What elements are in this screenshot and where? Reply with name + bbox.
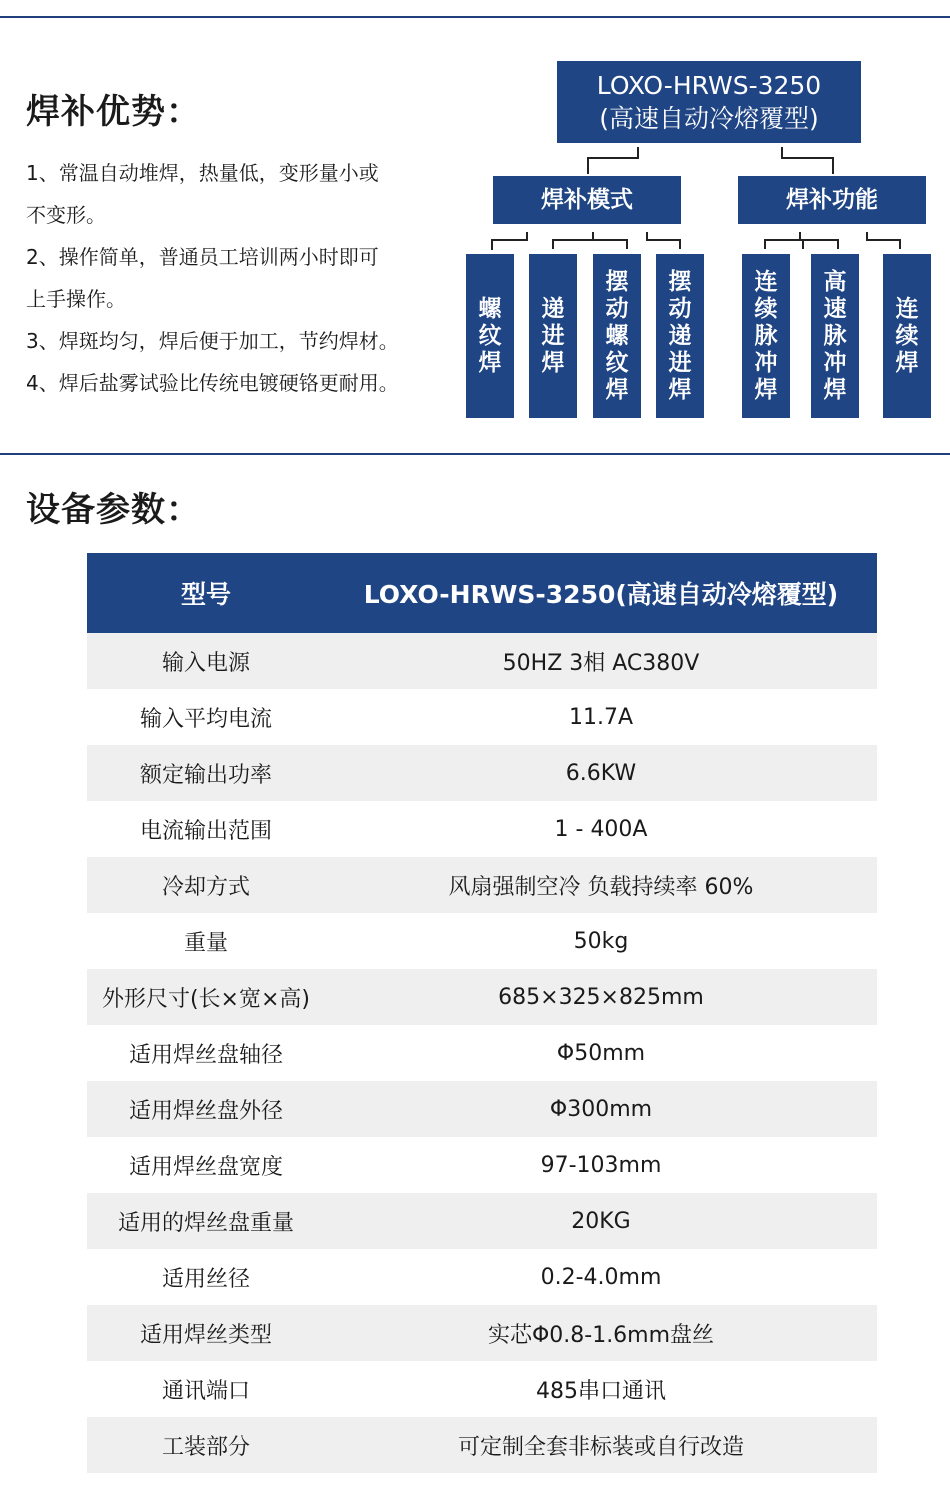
table-row [87,801,877,857]
advantage-line: 1、常温自动堆焊，热量低，变形量小或 [26,161,379,185]
spec-value: 0.2-4.0mm [540,1264,662,1290]
spec-value: 11.7A [568,704,634,730]
section-divider [0,453,950,455]
spec-label: 外形尺寸(长×宽×高) [87,969,325,1025]
spec-value: 685×325×825mm [325,969,877,1025]
welding-mode-box: 焊补模式 [493,176,681,224]
spec-value: 实芯Φ0.8-1.6mm盘丝 [325,1305,877,1361]
advantage-line: 3、焊斑均匀，焊后便于加工，节约焊材。 [26,329,399,353]
spec-value: 97-103mm [540,1152,662,1178]
spec-label: 额定输出功率 [87,745,325,801]
spec-value: 风扇强制空冷 负载持续率 60% [325,857,877,913]
table-row [87,1249,877,1305]
spec-label: 重量 [183,930,228,956]
function-leaf: 连续脉冲焊 [742,254,790,418]
spec-label: 适用的焊丝盘重量 [87,1193,325,1249]
table-row [87,1193,877,1249]
mode-leaf: 螺纹焊 [466,254,514,418]
table-row [87,1305,877,1361]
table-row [87,857,877,913]
table-row [87,969,877,1025]
table-row [87,913,877,969]
function-leaf: 连续焊 [883,254,931,418]
spec-label: 适用焊丝盘宽度 [128,1154,283,1180]
table-row [87,1025,877,1081]
spec-label: 适用焊丝盘轴径 [128,1042,283,1068]
function-leaf: 高速脉冲焊 [811,254,859,418]
spec-value: Φ50mm [556,1040,646,1066]
table-row [87,1417,877,1473]
spec-label: 电流输出范围 [139,818,272,844]
advantage-line: 不变形。 [26,203,106,227]
spec-label: 通讯端口 [161,1378,250,1404]
spec-label: 适用丝径 [161,1266,250,1292]
spec-label: 输入电源 [87,633,325,689]
spec-value: 可定制全套非标装或自行改造 [325,1417,877,1473]
table-row [87,689,877,745]
spec-label: 冷却方式 [87,857,325,913]
table-row [87,633,877,689]
header-model-label: 型号 [87,553,325,633]
spec-label: 适用焊丝盘外径 [87,1081,325,1137]
advantages-heading: 焊补优势： [26,92,201,132]
spec-value: 1 - 400A [554,816,648,842]
spec-value: 6.6KW [325,745,877,801]
spec-table [87,553,877,1473]
specs-heading: 设备参数： [26,490,201,530]
mode-leaf: 摆动螺纹焊 [593,254,641,418]
spec-value: 485串口通讯 [536,1378,666,1404]
mode-leaf: 递进焊 [529,254,577,418]
spec-value: 20KG [325,1193,877,1249]
spec-table-header [87,553,877,633]
table-row [87,1137,877,1193]
spec-value: 50HZ 3相 AC380V [325,633,877,689]
spec-value: 50kg [573,928,629,954]
spec-label: 工装部分 [87,1417,325,1473]
spec-value: Φ300mm [325,1081,877,1137]
root-model-line1: LOXO-HRWS-3250 [596,71,822,100]
spec-label: 适用焊丝类型 [87,1305,325,1361]
table-row [87,1361,877,1417]
root-model-line2: (高速自动冷熔覆型) [599,104,819,133]
advantage-line: 2、操作简单，普通员工培训两小时即可 [26,245,379,269]
spec-label: 输入平均电流 [139,706,272,732]
diagram-root-model [557,61,861,143]
advantage-line: 上手操作。 [26,287,126,311]
mode-leaf: 摆动递进焊 [656,254,704,418]
table-row [87,745,877,801]
advantage-line: 4、焊后盐雾试验比传统电镀硬铬更耐用。 [26,371,399,395]
header-model-value: LOXO-HRWS-3250(高速自动冷熔覆型) [325,553,877,633]
table-row [87,1081,877,1137]
welding-function-box: 焊补功能 [738,176,926,224]
